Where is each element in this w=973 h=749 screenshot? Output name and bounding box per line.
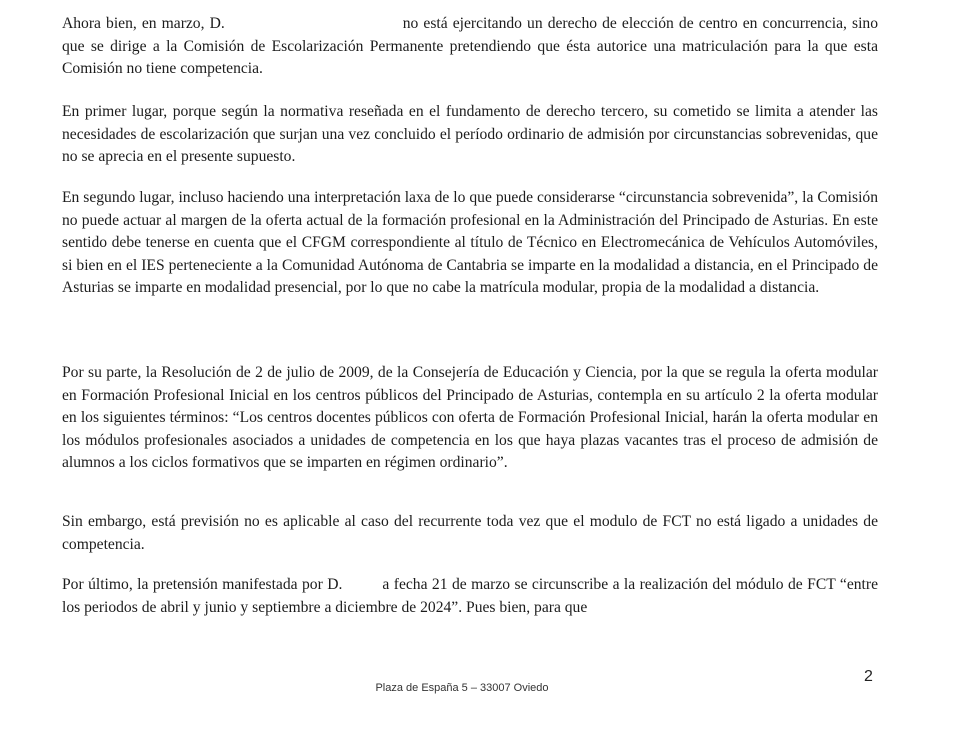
paragraph-6-start: Por último, la pretensión manifestada por D. xyxy=(62,576,343,593)
paragraph-4: Por su parte, la Resolución de 2 de julio de 2009, de la Consejería de Educación y Ciencia, por la que se regula la oferta modular en Formación Profesional Inicial en los centros públicos del Principado de Asturias, contempla en su artículo 2 la oferta modular en los siguientes términos: “Los centros docentes públicos con oferta de Formación Profesional Inicial, harán la oferta modular en los módulos profesionales asociados a unidades de competencia en los que haya plazas vacantes tras el proceso de admisión de alumnos a los ciclos formativos que se imparten en régimen ordinario”. xyxy=(62,364,878,472)
paragraph-2: En primer lugar, porque según la normativa reseñada en el fundamento de derecho tercero, su cometido se limita a atender las necesidades de escolarización que surjan una vez concluido el período ordinario de admisión por circunstancias sobrevenidas, que no se aprecia en el presente supuesto. xyxy=(62,103,878,166)
paragraph-1-end: no está ejercitando un derecho de elección de centro en concurrencia, sino que se dirige a la Comisión de Escolarización Permanente pretendiendo que ésta autorice una matriculación para la que esta Comisión no tiene competencia. xyxy=(62,15,878,78)
paragraph-1-start: Ahora bien, en marzo, D. xyxy=(62,15,225,32)
paragraph-6-end: a fecha 21 de marzo se circunscribe a la realización del módulo de FCT “entre los periodos de abril y junio y septiembre a diciembre de 2024”. Pues bien, para que xyxy=(62,576,878,616)
paragraph-6 xyxy=(62,574,878,619)
page-number: 2 xyxy=(864,668,873,685)
paragraph-1 xyxy=(62,13,878,81)
paragraph-5: Sin embargo, está previsión no es aplicable al caso del recurrente toda vez que el modulo de FCT no está ligado a unidades de competencia. xyxy=(62,513,878,553)
footer-address: Plaza de España 5 – 33007 Oviedo xyxy=(375,682,549,694)
paragraph-3: En segundo lugar, incluso haciendo una interpretación laxa de lo que puede considerarse “circunstancia sobrevenida”, la Comisión no puede actuar al margen de la oferta actual de la formación profesional en la Administración del Principado de Asturias. En este sentido debe tenerse en cuenta que el CFGM correspondiente al título de Técnico en Electromecánica de Vehículos Automóviles, si bien en el IES perteneciente a la Comunidad Autónoma de Cantabria se imparte en la modalidad a distancia, en el Principado de Asturias se imparte en modalidad presencial, por lo que no cabe la matrícula modular, propia de la modalidad a distancia. xyxy=(62,189,878,297)
